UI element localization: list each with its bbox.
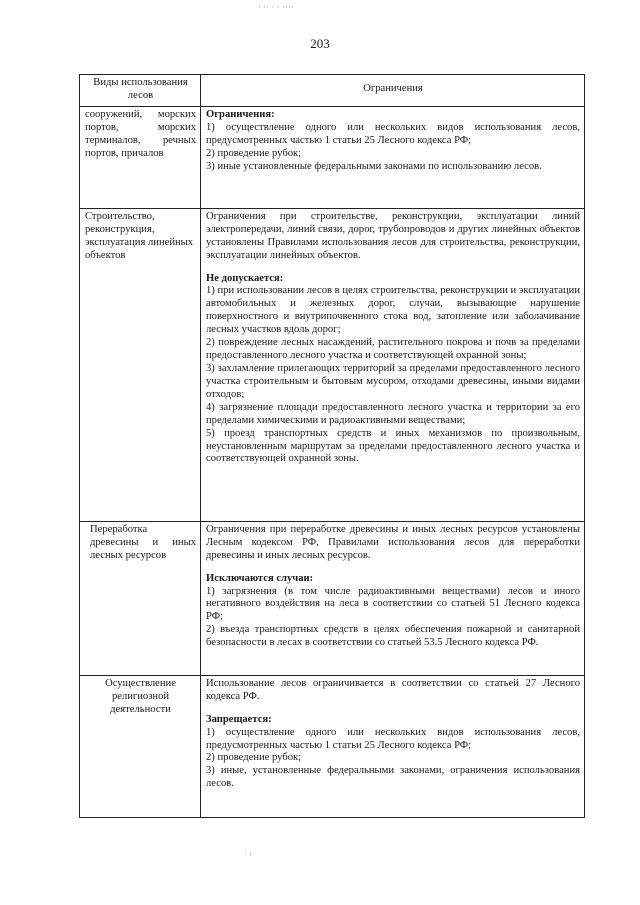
restriction-block-title: Запрещается:	[206, 713, 272, 725]
table-header-row	[80, 75, 585, 107]
restriction-block	[206, 109, 580, 174]
restriction-block	[206, 678, 580, 704]
restriction-list-item: 1) осуществление одного или нескольких видов использования лесов, предусмотренных частью 1 статьи 25 Лесного кодекса РФ;	[206, 121, 580, 146]
table-row	[80, 675, 585, 817]
page-number: 203	[310, 36, 330, 51]
table-row	[80, 208, 585, 521]
restriction-block	[206, 573, 580, 651]
restrictions-cell	[201, 675, 585, 817]
restriction-list-item: 5) проезд транспортных средств и иных механизмов по произвольным, неустановленным маршрутам за пределами предоставленного лесного участка и соответствующей охранной зоны.	[206, 427, 580, 465]
restriction-list-item: 3) захламление прилегающих территорий за пределами предоставленного лесного участка строительным и бытовым мусором, отходами древесины, иными видами отходов;	[206, 362, 580, 400]
restrictions-table	[79, 74, 585, 818]
restriction-list-item: 2) проведение рубок;	[206, 147, 302, 159]
restriction-list-item: 2) въезда транспортных средств в целях обеспечения пожарной и санитарной безопасности в лесах в соответствии со статьей 53.5 Лесного кодекса РФ.	[206, 624, 580, 649]
restrictions-cell	[201, 106, 585, 208]
restriction-list-item: 1) загрязнения (в том числе радиоактивными веществами) лесов и иного негативного воздействия на леса в соответствии со статьей 51 Лесного кодекса РФ;	[206, 585, 580, 623]
restriction-block-title: Ограничения:	[206, 108, 275, 120]
restriction-block	[206, 211, 580, 263]
restriction-block	[206, 273, 580, 467]
restrictions-cell	[201, 208, 585, 521]
footer-scan-marks: · ,	[244, 846, 252, 856]
column-header-use-type: Виды использования лесов	[80, 75, 201, 107]
restriction-block-title: Не допускается:	[206, 272, 284, 284]
restriction-intro-text: Ограничения при строительстве, реконструкции, эксплуатации линий электропередачи, линий связи, дорог, трубопроводов и других линейных объектов установлены Правилами использования лесов для строительства, реконструкции, эксплуатации линейных объектов.	[206, 210, 580, 261]
table-row	[80, 521, 585, 675]
restriction-list-item: 3) иные установленные федеральными законами по использованию лесов.	[206, 160, 542, 172]
restriction-list-item: 1) при использовании лесов в целях строительства, реконструкции и эксплуатации автомобильных и железных дорог, случаи, вызывающие нарушение поверхностного и внутрипочвенного стока вод, затопление или заболачивание лесных участков вдоль дорог;	[206, 285, 580, 336]
restrictions-cell	[201, 521, 585, 675]
restriction-intro-text: Использование лесов ограничивается в соответствии со статьей 27 Лесного кодекса РФ.	[206, 677, 580, 702]
restriction-block	[206, 714, 580, 792]
table-row	[80, 106, 585, 208]
use-type-cell: Переработка древесины и иных лесных ресурсов	[80, 521, 201, 675]
column-header-restrictions: Ограничения	[201, 75, 585, 107]
restriction-block	[206, 524, 580, 563]
restriction-list-item: 2) проведение рубок;	[206, 752, 302, 764]
use-type-cell: Осуществление религиозной деятельности	[80, 675, 201, 817]
restriction-block-title: Исключаются случаи:	[206, 572, 314, 584]
header-scan-marks: · ·· · · ····	[258, 2, 294, 12]
restriction-intro-text: Ограничения при переработке древесины и иных лесных ресурсов установлены Лесным кодексом РФ, Правилами использования лесов для переработки древесины и иных лесных ресурсов.	[206, 523, 580, 561]
restriction-list-item: 4) загрязнение площади предоставленного лесного участка и территории за его пределами химическими и радиоактивными веществами;	[206, 401, 580, 426]
use-type-cell: Строительство, реконструкция, эксплуатация линейных объектов	[80, 208, 201, 521]
restriction-list-item: 1) осуществление одного или нескольких видов использования лесов, предусмотренных частью 1 статьи 25 Лесного кодекса РФ;	[206, 726, 580, 751]
restriction-list-item: 2) повреждение лесных насаждений, растительного покрова и почв за пределами предоставленного лесного участка и соответствующей охранной зоны;	[206, 337, 580, 362]
table-body	[80, 106, 585, 817]
restriction-list-item: 3) иные, установленные федеральными законами, ограничения использования лесов.	[206, 765, 580, 790]
use-type-cell: сооружений, морских портов, морских терминалов, речных портов, причалов	[80, 106, 201, 208]
